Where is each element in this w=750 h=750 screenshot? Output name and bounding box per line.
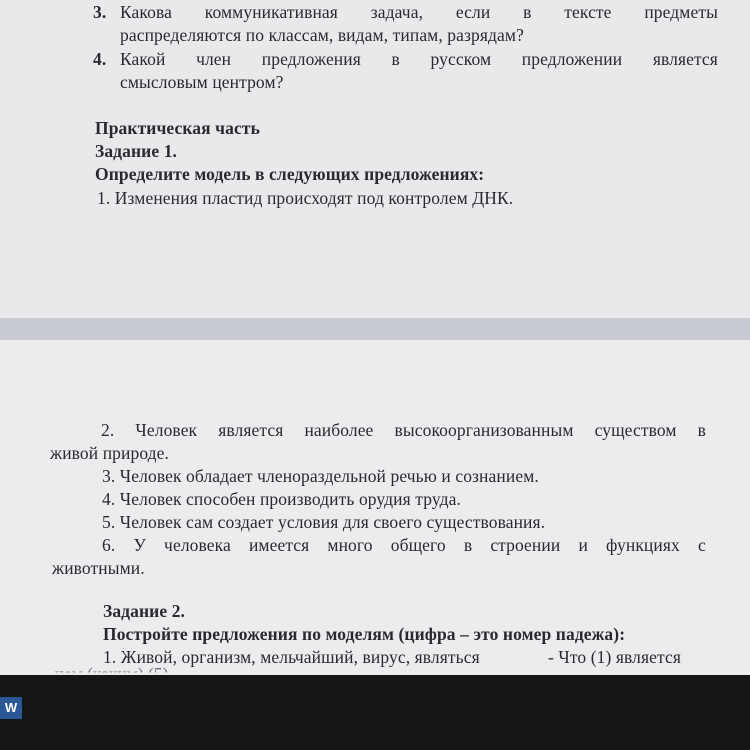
sentence-2-word: является: [218, 420, 284, 440]
sentence-6-word: с: [697, 535, 706, 555]
sentence-1: 1. Изменения пластид происходят под контролем ДНК.: [97, 188, 514, 208]
task-2-item-1: 1. Живой, организм, мельчайший, вирус, являться: [103, 647, 480, 667]
sentence-6-word: 6.: [102, 535, 116, 555]
word-app-icon[interactable]: W: [0, 697, 22, 719]
question-3-word: в: [523, 2, 532, 22]
question-4-word: предложения: [261, 49, 361, 69]
question-4-word: член: [196, 49, 232, 69]
question-3-word: если: [455, 2, 491, 22]
sentence-2-word: существом: [594, 420, 677, 440]
sentence-2-line-1: [101, 420, 706, 440]
sentence-6-word: человека: [164, 535, 231, 555]
sentence-6-word: много: [327, 535, 373, 555]
sentence-6-line-1: [102, 535, 706, 555]
question-3-word: коммуникативная: [204, 2, 338, 22]
question-4-word: Какой: [120, 49, 166, 69]
question-3-word: предметы: [644, 2, 718, 22]
sentence-6-word: строении: [490, 535, 561, 555]
task-2-instruction: Постройте предложения по моделям (цифра – это номер падежа):: [103, 624, 626, 644]
taskbar: [0, 675, 750, 750]
page-break-gap: [0, 318, 750, 340]
sentence-6-line-2: животными.: [52, 558, 145, 578]
question-4-word: в: [391, 49, 400, 69]
question-3-word: тексте: [564, 2, 612, 22]
sentence-6-word: общего: [390, 535, 446, 555]
sentence-2-word: в: [697, 420, 706, 440]
question-3-word: Какова: [120, 2, 172, 22]
question-3-line-2: распределяются по классам, видам, типам, разрядам?: [120, 25, 524, 45]
sentence-2-word: высокоорганизованным: [394, 420, 574, 440]
sentence-2-word: Человек: [135, 420, 198, 440]
question-4-word: предложении: [521, 49, 623, 69]
question-4-line-1: [120, 49, 718, 69]
task-1-heading: Задание 1.: [95, 141, 178, 161]
sentence-6-word: имеется: [248, 535, 310, 555]
sentence-2-word: наиболее: [304, 420, 374, 440]
task-1-instruction: Определите модель в следующих предложениях:: [95, 164, 485, 184]
task-2-heading: Задание 2.: [103, 601, 186, 621]
question-3-word: задача,: [370, 2, 424, 22]
question-3-line-1: [120, 2, 718, 22]
task-2-model-1: - Что (1) является: [548, 647, 682, 667]
question-4-line-2: смысловым центром?: [120, 72, 284, 92]
sentence-2-word: 2.: [101, 420, 115, 440]
sentence-3: 3. Человек обладает членораздельной речью и сознанием.: [102, 466, 539, 486]
sentence-6-word: и: [578, 535, 588, 555]
sentence-2-line-2: живой природе.: [50, 443, 170, 463]
sentence-4: 4. Человек способен производить орудия труда.: [102, 489, 461, 509]
sentence-6-word: У: [133, 535, 146, 555]
question-3-number: 3.: [93, 2, 107, 22]
sentence-6-word: в: [463, 535, 473, 555]
sentence-5: 5. Человек сам создает условия для своего существования.: [102, 512, 546, 532]
question-4-word: русском: [430, 49, 492, 69]
sentence-6-word: функциях: [606, 535, 680, 555]
question-4-number: 4.: [93, 49, 107, 69]
practical-part-heading: Практическая часть: [95, 118, 260, 138]
question-4-word: является: [652, 49, 718, 69]
